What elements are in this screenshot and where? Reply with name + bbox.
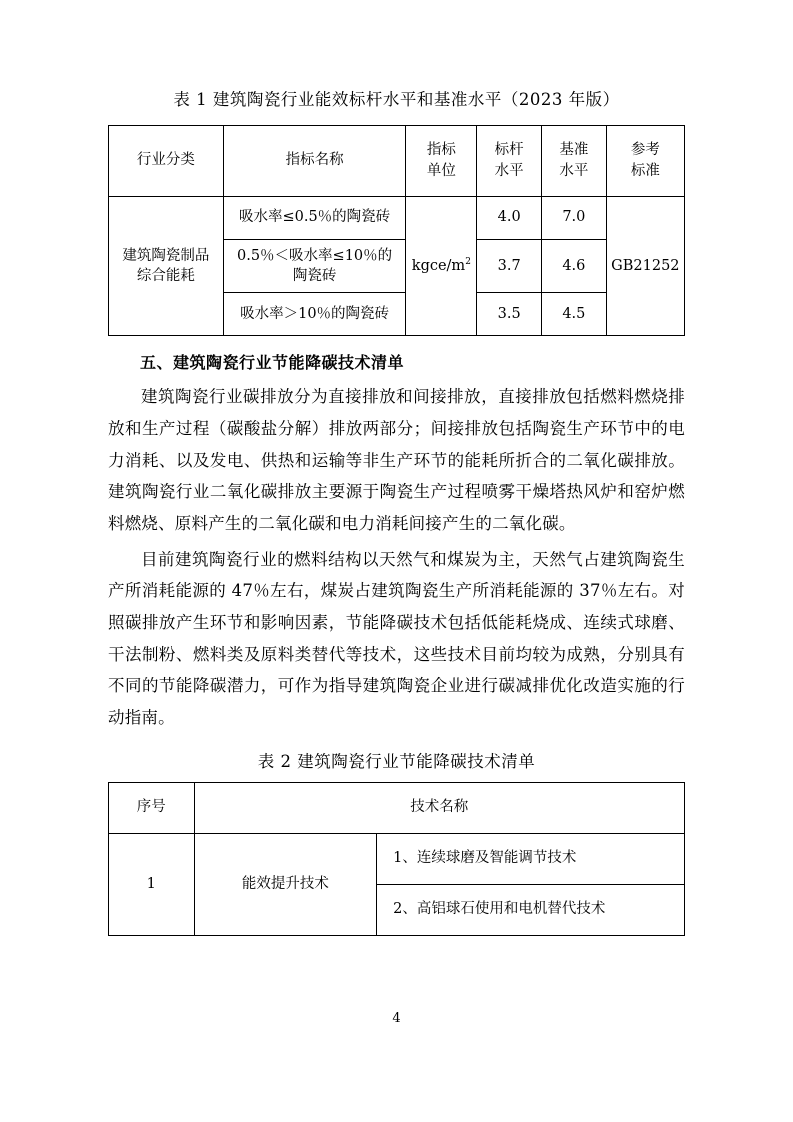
page-number: 4	[392, 1011, 401, 1026]
cell-technology-category: 能效提升技术	[194, 833, 377, 935]
table-row	[109, 833, 685, 884]
header-technology-name: 技术名称	[194, 782, 684, 833]
header-indicator-unit	[406, 125, 477, 196]
energy-efficiency-table	[108, 125, 685, 337]
cell-indicator-2-line1: 0.5％＜吸水率≤10％的	[236, 247, 393, 264]
technology-list-table	[108, 782, 685, 936]
cell-baseline-2: 4.6	[542, 239, 607, 293]
paragraph-2: 目前建筑陶瓷行业的燃料结构以天然气和煤炭为主，天然气占建筑陶瓷生产所消耗能源的 47％左右，煤炭占建筑陶瓷生产所消耗能源的 37％左右。对照碳排放产生环节和影响因素，节能降碳技术包括低能耗烧成、连续式球磨、干法制粉、燃料类及原料类替代等技术，这些技术目前均较为成熟，分别具有不同的节能降碳潜力，可作为指导建筑陶瓷企业进行碳减排优化改造实施的行动指南。	[108, 549, 685, 728]
header-reference-line2: 标准	[630, 162, 660, 179]
header-baseline-line1: 基准	[559, 142, 589, 159]
header-reference-standard	[606, 125, 684, 196]
header-serial-number: 序号	[109, 782, 195, 833]
cell-benchmark-3: 3.5	[477, 293, 542, 336]
header-benchmark-line1: 标杆	[494, 142, 524, 159]
cell-category-line2: 综合能耗	[136, 268, 195, 285]
header-baseline-level	[542, 125, 607, 196]
cell-baseline-3: 4.5	[542, 293, 607, 336]
table-header-row	[109, 782, 685, 833]
cell-serial-number: 1	[109, 833, 195, 935]
table-row	[109, 196, 685, 239]
header-benchmark-line2: 水平	[494, 162, 524, 179]
header-benchmark-level	[477, 125, 542, 196]
cell-technology-item: 2、高铝球石使用和电机替代技术	[377, 884, 685, 935]
paragraph-1: 建筑陶瓷行业碳排放分为直接排放和间接排放，直接排放包括燃料燃烧排放和生产过程（碳酸盐分解）排放两部分；间接排放包括陶瓷生产环节中的电力消耗、以及发电、供热和运输等非生产环节的能耗所折合的二氧化碳排放。建筑陶瓷行业二氧化碳排放主要源于陶瓷生产过程喷雾干燥塔热风炉和窑炉燃料燃烧、原料产生的二氧化碳和电力消耗间接产生的二氧化碳。	[108, 387, 685, 534]
header-baseline-line2: 水平	[559, 162, 589, 179]
table-header-row	[109, 125, 685, 196]
cell-category-line1: 建筑陶瓷制品	[122, 247, 210, 264]
section-heading: 五、建筑陶瓷行业节能降碳技术清单	[140, 353, 405, 373]
cell-baseline-1: 7.0	[542, 196, 607, 239]
cell-unit-sup: 2	[465, 256, 471, 267]
cell-indicator-1: 吸水率≤0.5％的陶瓷砖	[223, 196, 406, 239]
header-indicator-unit-line2: 单位	[426, 162, 456, 179]
table2-caption: 表 2 建筑陶瓷行业节能降碳技术清单	[257, 751, 536, 771]
cell-technology-item: 1、连续球磨及智能调节技术	[377, 833, 685, 884]
cell-benchmark-1: 4.0	[477, 196, 542, 239]
cell-category	[109, 196, 224, 336]
header-indicator-name: 指标名称	[223, 125, 406, 196]
table1-caption: 表 1 建筑陶瓷行业能效标杆水平和基准水平（2023 年版）	[173, 90, 620, 109]
cell-standard: GB21252	[606, 196, 684, 336]
cell-benchmark-2: 3.7	[477, 239, 542, 293]
header-indicator-unit-line1: 指标	[426, 142, 456, 159]
header-industry-category: 行业分类	[109, 125, 224, 196]
cell-indicator-2-line2: 陶瓷砖	[292, 268, 337, 285]
cell-indicator-2	[223, 239, 406, 293]
cell-unit-text: kgce/m	[411, 257, 466, 274]
cell-indicator-3: 吸水率＞10％的陶瓷砖	[223, 293, 406, 336]
header-reference-line1: 参考	[630, 142, 660, 159]
cell-unit	[406, 196, 477, 336]
